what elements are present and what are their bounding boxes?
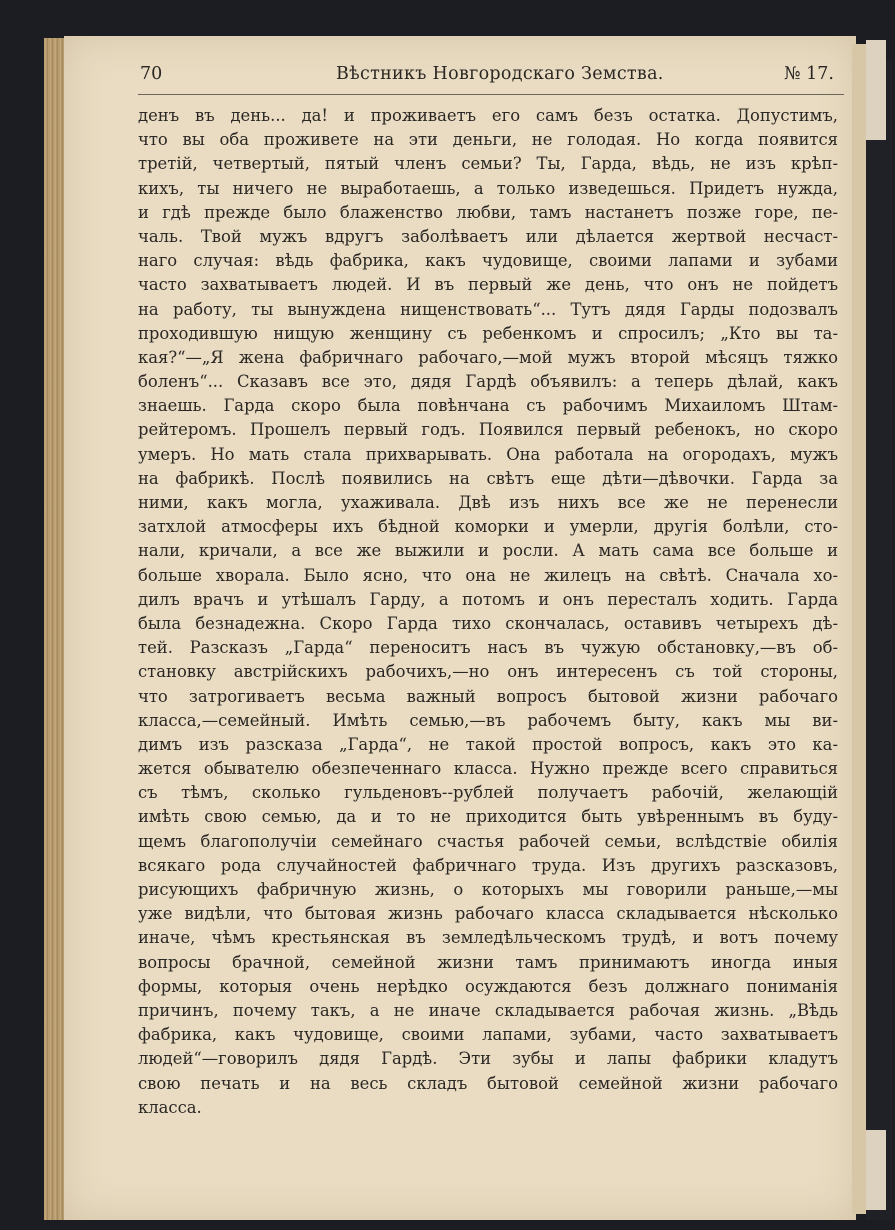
text-line: иначе, чѣмъ крестьянская въ земледѣльческомъ трудѣ, и вотъ почему (138, 928, 838, 948)
text-line: проходившую нищую женщину съ ребенкомъ и спросилъ; „Кто вы та- (138, 323, 838, 343)
scanner-clip-tab (866, 1130, 886, 1210)
text-line: тей. Разсказъ „Гарда“ переноситъ насъ въ чужую обстановку,—въ об- (138, 638, 838, 658)
text-line: рейтеромъ. Прошелъ первый годъ. Появился первый ребенокъ, но скоро (138, 420, 838, 440)
text-line: ними, какъ могла, ухаживала. Двѣ изъ нихъ все же не перенесли (138, 493, 838, 512)
scanner-clip-tab (866, 40, 886, 140)
text-line: чаль. Твой мужъ вдругъ заболѣваетъ или дѣлается жертвой несчаст- (138, 226, 838, 246)
text-line: рисующихъ фабричную жизнь, о которыхъ мы говорили раньше,—мы (138, 880, 838, 899)
text-line: имѣть свою семью, да и то не приходится быть увѣреннымъ въ буду- (138, 807, 838, 827)
text-line: причинъ, почему такъ, а не иначе складывается рабочая жизнь. „Вѣдь (138, 1000, 838, 1020)
text-line: часто захватываетъ людей. И въ первый же день, что онъ не пойдетъ (138, 275, 838, 295)
article-body (138, 104, 838, 1120)
text-line: на фабрикѣ. Послѣ появились на свѣтъ еще дѣти—дѣвочки. Гарда за (138, 468, 838, 488)
text-line: формы, которыя очень нерѣдко осуждаются безъ должнаго пониманія (138, 976, 838, 996)
next-page-leaf (852, 44, 866, 1214)
text-line: жется обывателю обезпеченнаго класса. Нужно прежде всего справиться (138, 759, 838, 779)
text-line: щемъ благополучіи семейнаго счастья рабочей семьи, вслѣдствіе обилія (138, 831, 838, 851)
text-line: затхлой атмосферы ихъ бѣдной коморки и умерли, другія болѣли, сто- (138, 517, 838, 537)
page-number: 70 (140, 64, 163, 84)
text-line: и гдѣ прежде было блаженство любви, тамъ настанетъ позже горе, пе- (138, 202, 838, 222)
text-line: фабрика, какъ чудовище, своими лапами, зубами, часто захватываетъ (138, 1025, 838, 1045)
text-line: нали, кричали, а все же выжили и росли. А мать сама все больше и (138, 541, 838, 561)
text-line: кая?“—„Я жена фабричнаго рабочаго,—мой мужъ второй мѣсяцъ тяжко (138, 347, 838, 367)
text-line: димъ изъ разсказа „Гарда“, не такой простой вопросъ, какъ это ка- (138, 734, 838, 754)
text-line: умеръ. Но мать стала прихварывать. Она работала на огородахъ, мужъ (138, 444, 838, 464)
text-line: людей“—говорилъ дядя Гардѣ. Эти зубы и лапы фабрики кладутъ (138, 1049, 838, 1069)
text-line: была безнадежна. Скоро Гарда тихо скончалась, оставивъ четырехъ дѣ- (138, 613, 838, 633)
text-line: класса. (138, 1097, 202, 1117)
text-line: съ тѣмъ, сколько гульденовъ--рублей получаетъ рабочій, желающій (138, 783, 838, 803)
text-line: наго случая: вѣдь фабрика, какъ чудовище, своими лапами и зубами (138, 251, 838, 271)
journal-title: Вѣстникъ Новгородскаго Земства. (336, 64, 664, 84)
text-line: вопросы брачной, семейной жизни тамъ принимаютъ иногда иныя (138, 952, 838, 972)
header-rule (138, 94, 844, 95)
text-line: третій, четвертый, пятый членъ семьи? Ты, Гарда, вѣдь, не изъ крѣп- (138, 154, 838, 174)
text-line: больше хворала. Было ясно, что она не жилецъ на свѣтѣ. Сначала хо- (138, 565, 838, 585)
text-line: что затрогиваетъ весьма важный вопросъ бытовой жизни рабочаго (138, 686, 838, 706)
text-line: денъ въ день... да! и проживаетъ его самъ безъ остатка. Допустимъ, (138, 106, 838, 125)
text-line: становку австрійскихъ рабочихъ,—но онъ интересенъ съ той стороны, (138, 662, 838, 682)
running-header (140, 60, 834, 90)
text-line: свою печать и на весь складъ бытовой семейной жизни рабочаго (138, 1073, 838, 1093)
text-line: кихъ, ты ничего не выработаешь, а только изведешься. Придетъ нужда, (138, 178, 838, 198)
issue-number: № 17. (784, 64, 834, 84)
text-line: дилъ врачъ и утѣшалъ Гарду, а потомъ и онъ пересталъ ходить. Гарда (138, 589, 838, 609)
scanner-clip-bar (866, 60, 892, 1220)
text-line: знаешь. Гарда скоро была повѣнчана съ рабочимъ Михаиломъ Штам- (138, 396, 838, 416)
text-line: что вы оба проживете на эти деньги, не голодая. Но когда появится (138, 130, 838, 150)
text-line: класса,—семейный. Имѣть семью,—въ рабочемъ быту, какъ мы ви- (138, 710, 838, 730)
text-line: на работу, ты вынуждена нищенствовать“... Тутъ дядя Гарды подозвалъ (138, 299, 838, 319)
text-line: всякаго рода случайностей фабричнаго труда. Изъ другихъ разсказовъ, (138, 855, 838, 875)
text-line: уже видѣли, что бытовая жизнь рабочаго класса складывается нѣсколько (138, 904, 838, 924)
text-line: боленъ“... Сказавъ все это, дядя Гардѣ объявилъ: а теперь дѣлай, какъ (138, 372, 838, 392)
